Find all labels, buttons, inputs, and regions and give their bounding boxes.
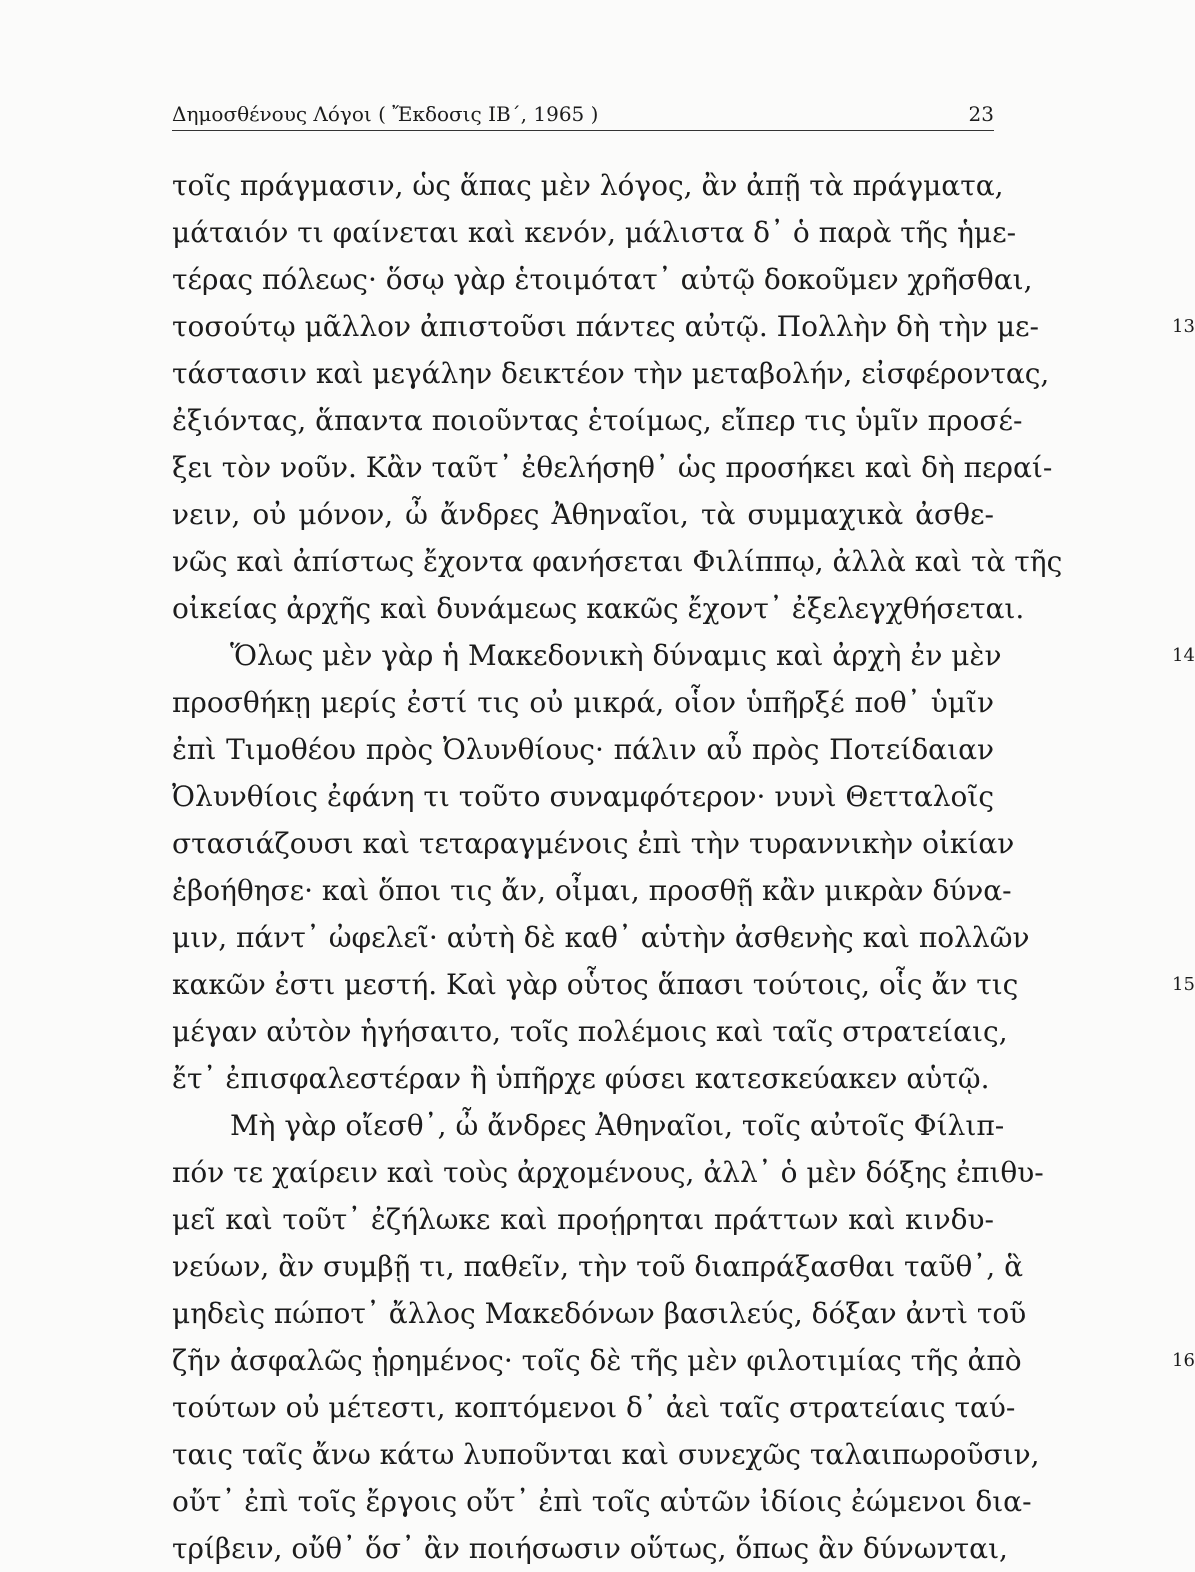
- section-number: 14: [1172, 645, 1195, 666]
- text-line: Μὴ γὰρ οἴεσθ᾽, ὦ ἄνδρες Ἀθηναῖοι, τοῖς αὐτοῖς Φίλιπ-: [230, 1109, 1005, 1142]
- text-line: τέρας πόλεως· ὅσῳ γὰρ ἑτοιμότατ᾽ αὐτῷ δοκοῦμεν χρῆσθαι,: [172, 263, 1033, 296]
- text-line: μηδεὶς πώποτ᾽ ἄλλος Μακεδόνων βασιλεύς, δόξαν ἀντὶ τοῦ: [172, 1297, 1027, 1330]
- text-line: [172, 632, 1195, 679]
- text-line: οἰκείας ἀρχῆς καὶ δυνάμεως κακῶς ἔχοντ᾽ ἐξελεγχθήσεται.: [172, 592, 1025, 625]
- text-line: πόν τε χαίρειν καὶ τοὺς ἀρχομένους, ἀλλ᾽ ὁ μὲν δόξης ἐπιθυ-: [172, 1156, 1044, 1189]
- text-line: τάστασιν καὶ μεγάλην δεικτέον τὴν μεταβολήν, εἰσφέροντας,: [172, 357, 1050, 390]
- text-line: νειν, οὐ μόνον, ὦ ἄνδρες Ἀθηναῖοι, τὰ συμμαχικὰ ἀσθε-: [172, 498, 994, 531]
- text-line: [172, 303, 1195, 350]
- text-line: ἔτ᾽ ἐπισφαλεστέραν ἢ ὑπῆρχε φύσει κατεσκεύακεν αὑτῷ.: [172, 1062, 990, 1095]
- text-body: [172, 162, 1195, 1572]
- text-line: ἐξιόντας, ἅπαντα ποιοῦντας ἑτοίμως, εἴπερ τις ὑμῖν προσέ-: [172, 404, 1023, 437]
- text-line: [172, 961, 1195, 1008]
- text-line: νῶς καὶ ἀπίστως ἔχοντα φανήσεται Φιλίππῳ, ἀλλὰ καὶ τὰ τῆς: [172, 545, 1063, 578]
- text-line: [172, 1337, 1195, 1384]
- section-number: 15: [1172, 974, 1195, 995]
- text-line: οὔτ᾽ ἐπὶ τοῖς ἔργοις οὔτ᾽ ἐπὶ τοῖς αὑτῶν ἰδίοις ἐώμενοι δια-: [172, 1485, 1032, 1518]
- text-line: νεύων, ἂν συμβῇ τι, παθεῖν, τὴν τοῦ διαπράξασθαι ταῦθ᾽, ἃ: [172, 1250, 1024, 1283]
- text-line: ἐβοήθησε· καὶ ὅποι τις ἄν, οἶμαι, προσθῇ κἂν μικρὰν δύνα-: [172, 874, 1012, 907]
- text-line: μάταιόν τι φαίνεται καὶ κενόν, μάλιστα δ᾽ ὁ παρὰ τῆς ἡμε-: [172, 216, 1017, 249]
- text-line: μεῖ καὶ τοῦτ᾽ ἐζήλωκε καὶ προῄρηται πράττων καὶ κινδυ-: [172, 1203, 994, 1236]
- text-line: προσθήκῃ μερίς ἐστί τις οὐ μικρά, οἷον ὑπῆρξέ ποθ᾽ ὑμῖν: [172, 686, 994, 719]
- text-line-content: τοσούτῳ μᾶλλον ἀπιστοῦσι πάντες αὐτῷ. Πολλὴν δὴ τὴν με-: [172, 310, 1040, 343]
- text-line: τρίβειν, οὔθ᾽ ὅσ᾽ ἂν ποιήσωσιν οὕτως, ὅπως ἂν δύνωνται,: [172, 1532, 1008, 1565]
- text-line: ταις ταῖς ἄνω κάτω λυποῦνται καὶ συνεχῶς ταλαιπωροῦσιν,: [172, 1438, 1040, 1471]
- text-line: ἐπὶ Τιμοθέου πρὸς Ὀλυνθίους· πάλιν αὖ πρὸς Ποτείδαιαν: [172, 733, 994, 766]
- text-line: μέγαν αὐτὸν ἡγήσαιτο, τοῖς πολέμοις καὶ ταῖς στρατείαις,: [172, 1015, 1008, 1048]
- text-line: τοῖς πράγμασιν, ὡς ἅπας μὲν λόγος, ἂν ἀπῇ τὰ πράγματα,: [172, 169, 1004, 202]
- text-line-content: Ὅλως μὲν γὰρ ἡ Μακεδονικὴ δύναμις καὶ ἀρχὴ ἐν μὲν: [230, 639, 1002, 672]
- text-line-content: ζῆν ἀσφαλῶς ᾑρημένος· τοῖς δὲ τῆς μὲν φιλοτιμίας τῆς ἀπὸ: [172, 1344, 1022, 1377]
- text-line-content: κακῶν ἐστι μεστή. Καὶ γὰρ οὗτος ἅπασι τούτοις, οἷς ἄν τις: [172, 968, 1019, 1001]
- text-line: τούτων οὐ μέτεστι, κοπτόμενοι δ᾽ ἀεὶ ταῖς στρατείαις ταύ-: [172, 1391, 1016, 1424]
- text-line: μιν, πάντ᾽ ὠφελεῖ· αὐτὴ δὲ καθ᾽ αὑτὴν ἀσθενὴς καὶ πολλῶν: [172, 921, 1030, 954]
- section-number: 13: [1172, 316, 1195, 337]
- text-line: στασιάζουσι καὶ τεταραγμένοις ἐπὶ τὴν τυραννικὴν οἰκίαν: [172, 827, 1015, 860]
- header-title: Δημοσθένους Λόγοι ( Ἔκδοσις ΙΒ΄, 1965 ): [172, 102, 599, 126]
- running-header: [172, 100, 994, 131]
- page-number: 23: [968, 102, 994, 126]
- text-line: Ὀλυνθίοις ἐφάνη τι τοῦτο συναμφότερον· νυνὶ Θετταλοῖς: [172, 780, 994, 813]
- section-number: 16: [1172, 1350, 1195, 1371]
- text-line: ξει τὸν νοῦν. Κἂν ταῦτ᾽ ἐθελήσηθ᾽ ὡς προσήκει καὶ δὴ περαί-: [172, 451, 1053, 484]
